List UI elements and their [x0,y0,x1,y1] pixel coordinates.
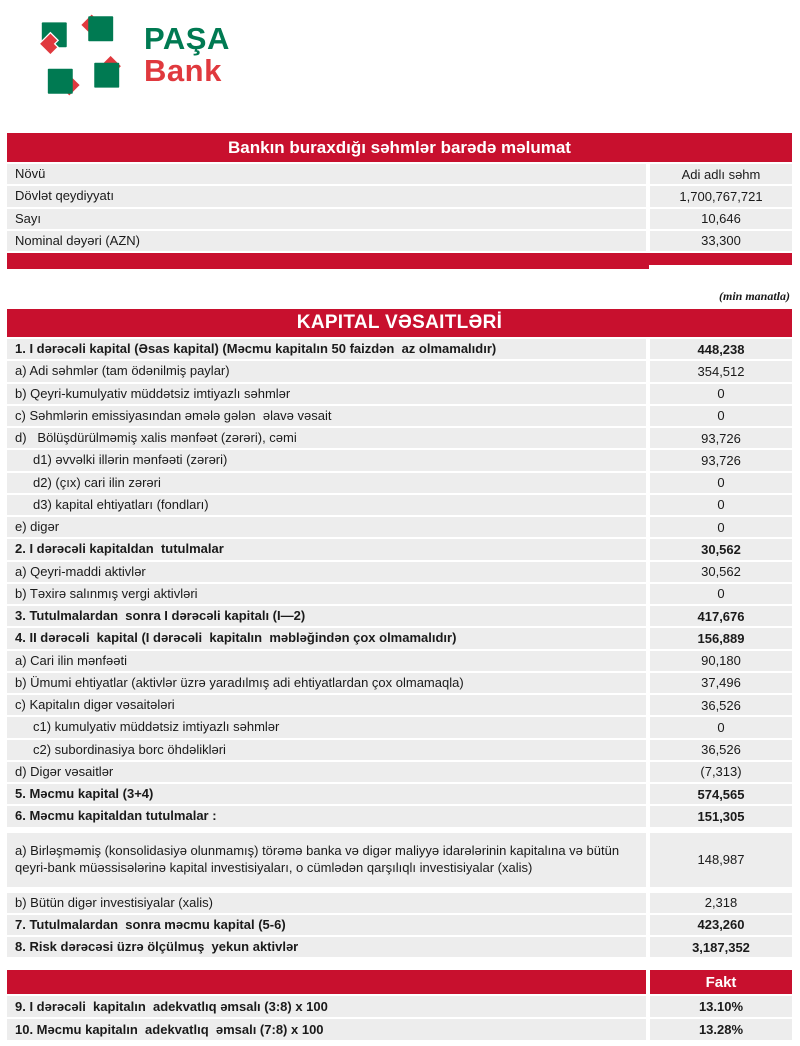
table-row [7,937,792,957]
ratio-rows [7,996,792,1040]
row-value: (7,313) [650,762,792,782]
row-value: 13.10% [650,996,792,1017]
table-row [7,209,792,229]
row-label: 3. Tutulmalardan sonra I dərəcəli kapitalı (I—2) [7,606,646,626]
logo-word-pasa: PAŞA [144,21,230,56]
table-row [7,673,792,693]
row-label: b) Ümumi ehtiyatlar (aktivlər üzrə yaradılmış adi ehtiyatlardan çox olmamaqla) [7,673,646,693]
capital-funds-table [7,309,792,957]
capital-table-title: KAPITAL VƏSAITLƏRİ [7,309,792,337]
row-value: Adi adlı səhm [650,164,792,184]
row-label: a) Birləşməmiş (konsolidasiyə olunmamış) törəmə banka və digər maliyyə idarələrinin kapitalına və bütün qeyri-bank müəssisələrinə kapital investisiyaları, o cümlədən qarşılıqlı investisiyalar (xalis) [7,833,646,887]
row-value: 36,526 [650,695,792,715]
row-value: 448,238 [650,339,792,359]
row-value: 0 [650,473,792,493]
shares-table-rows [7,164,792,251]
row-label: 10. Məcmu kapitalın adekvatlıq əmsalı (7:8) x 100 [7,1019,646,1040]
table-row [7,606,792,626]
row-label: c2) subordinasiya borc öhdəlikləri [7,740,646,760]
row-label: d1) əvvəlki illərin mənfəəti (zərəri) [7,450,646,470]
fakt-header-row [7,970,792,994]
row-label: d2) (çıx) cari ilin zərəri [7,473,646,493]
table-row [7,562,792,582]
table-row [7,361,792,381]
capital-table-rows [7,339,792,957]
row-value: 0 [650,406,792,426]
row-value: 151,305 [650,806,792,826]
table-row [7,495,792,515]
table-row [7,784,792,804]
row-label: c) Səhmlərin emissiyasından əmələ gələn əlavə vəsait [7,406,646,426]
row-value: 0 [650,495,792,515]
shares-table-title: Bankın buraxdığı səhmlər barədə məlumat [7,133,792,162]
table-row [7,762,792,782]
row-value: 37,496 [650,673,792,693]
table-row [7,384,792,404]
pasha-bank-logo-icon [33,12,128,98]
logo-word-bank: Bank [144,53,222,88]
row-value: 30,562 [650,539,792,559]
table-row [7,539,792,559]
table-row [7,717,792,737]
row-value: 93,726 [650,450,792,470]
units-note: (min manatla) [718,289,790,303]
row-label: 9. I dərəcəli kapitalın adekvatlıq əmsalı (3:8) x 100 [7,996,646,1017]
red-separator-bar [7,253,792,269]
row-label: Növü [7,164,646,184]
red-separator-right [649,253,792,265]
row-label: d3) kapital ehtiyatları (fondları) [7,495,646,515]
row-value: 2,318 [650,893,792,913]
table-row [7,651,792,671]
table-row [7,584,792,604]
fakt-column-header: Fakt [650,970,792,994]
row-label: 8. Risk dərəcəsi üzrə ölçülmuş yekun aktivlər [7,937,646,957]
row-label: e) digər [7,517,646,537]
row-value: 36,526 [650,740,792,760]
row-value: 156,889 [650,628,792,648]
table-row [7,428,792,448]
row-label: c1) kumulyativ müddətsiz imtiyazlı səhmlər [7,717,646,737]
red-separator-left [7,253,649,269]
row-label: a) Qeyri-maddi aktivlər [7,562,646,582]
row-value: 1,700,767,721 [650,186,792,206]
row-label: a) Adi səhmlər (tam ödənilmiş paylar) [7,361,646,381]
row-label: 1. I dərəcəli kapital (Əsas kapital) (Məcmu kapitalın 50 faizdən az olmamalıdır) [7,339,646,359]
row-value: 93,726 [650,428,792,448]
pasha-bank-logo [33,10,800,100]
row-value: 148,987 [650,833,792,887]
row-label: b) Bütün digər investisiyalar (xalis) [7,893,646,913]
row-label: d) Bölüşdürülməmiş xalis mənfəət (zərəri), cəmi [7,428,646,448]
table-row [7,833,792,887]
table-row [7,473,792,493]
row-label: Sayı [7,209,646,229]
table-row [7,517,792,537]
table-row [7,996,792,1017]
table-row [7,186,792,206]
table-row [7,806,792,826]
table-row [7,231,792,251]
row-value: 30,562 [650,562,792,582]
row-value: 0 [650,517,792,537]
row-label: 7. Tutulmalardan sonra məcmu kapital (5-6) [7,915,646,935]
row-value: 423,260 [650,915,792,935]
row-value: 10,646 [650,209,792,229]
row-label: Dövlət qeydiyyatı [7,186,646,206]
row-value: 354,512 [650,361,792,381]
table-row [7,1019,792,1040]
table-row [7,450,792,470]
shares-info-table [7,133,792,269]
table-row [7,915,792,935]
adequacy-ratios-table [7,970,792,1040]
row-value: 0 [650,584,792,604]
row-value: 574,565 [650,784,792,804]
row-label: 6. Məcmu kapitaldan tutulmalar : [7,806,646,826]
row-label: b) Təxirə salınmış vergi aktivləri [7,584,646,604]
row-label: 5. Məcmu kapital (3+4) [7,784,646,804]
row-value: 33,300 [650,231,792,251]
table-row [7,740,792,760]
row-label: d) Digər vəsaitlər [7,762,646,782]
row-label: 4. II dərəcəli kapital (I dərəcəli kapitalın məbləğindən çox olmamalıdır) [7,628,646,648]
row-value: 0 [650,384,792,404]
row-label: b) Qeyri-kumulyativ müddətsiz imtiyazlı səhmlər [7,384,646,404]
row-label: c) Kapitalın digər vəsaitələri [7,695,646,715]
row-value: 13.28% [650,1019,792,1040]
row-value: 3,187,352 [650,937,792,957]
table-row [7,339,792,359]
table-row [7,893,792,913]
row-value: 0 [650,717,792,737]
table-row [7,628,792,648]
table-row [7,406,792,426]
row-label: Nominal dəyəri (AZN) [7,231,646,251]
table-row [7,164,792,184]
row-value: 90,180 [650,651,792,671]
pasha-bank-logo-text [144,23,230,87]
row-label: 2. I dərəcəli kapitaldan tutulmalar [7,539,646,559]
row-label: a) Cari ilin mənfəəti [7,651,646,671]
fakt-header-left-bar [7,970,646,994]
table-row [7,695,792,715]
row-value: 417,676 [650,606,792,626]
